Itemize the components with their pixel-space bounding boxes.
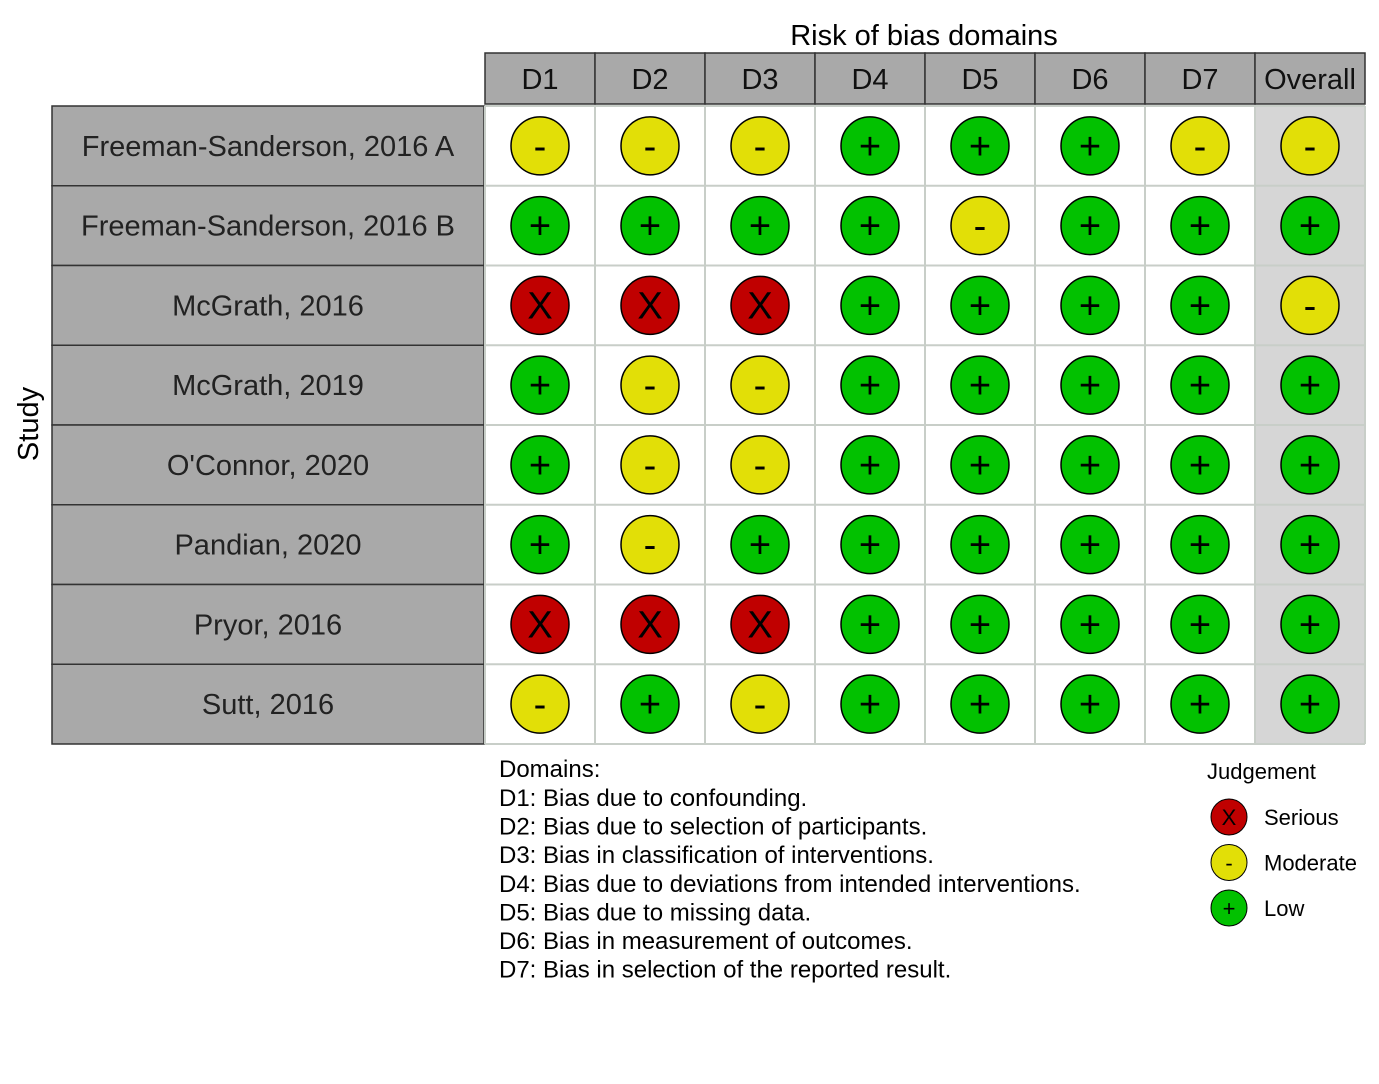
judgement-symbol: - — [643, 125, 657, 168]
judgement-freeman-sanderson-2016-b-d7 — [1171, 197, 1229, 255]
judgement-symbol: + — [1078, 524, 1102, 567]
judgement-sutt-2016-d6 — [1061, 675, 1119, 733]
judgement-symbol: + — [1298, 524, 1322, 567]
column-header-label-d6: D6 — [1071, 64, 1109, 96]
judgement-symbol: - — [643, 524, 657, 567]
judgement-pryor-2016-d3 — [731, 595, 789, 653]
judgement-o-connor-2020-d6 — [1061, 436, 1119, 494]
judgement-freeman-sanderson-2016-b-overall — [1281, 197, 1339, 255]
domain-definition-6: D6: Bias in measurement of outcomes. — [499, 928, 913, 955]
column-header-label-overall: Overall — [1264, 64, 1356, 96]
judgement-freeman-sanderson-2016-a-d7 — [1171, 117, 1229, 175]
judgement-sutt-2016-overall — [1281, 675, 1339, 733]
judgement-o-connor-2020-d5 — [951, 436, 1009, 494]
judgement-symbol: + — [748, 205, 772, 248]
domain-definition-5: D5: Bias due to missing data. — [499, 899, 812, 927]
judgement-symbol: + — [1078, 205, 1102, 248]
judgement-sutt-2016-d2 — [621, 675, 679, 733]
judgement-mcgrath-2016-overall — [1281, 276, 1339, 334]
judgement-symbol: + — [968, 444, 992, 487]
judgement-symbol: + — [858, 604, 882, 647]
judgement-symbol: - — [533, 684, 547, 727]
judgement-sutt-2016-d7 — [1171, 675, 1229, 733]
judgement-pandian-2020-d4 — [841, 516, 899, 574]
judgement-symbol: + — [1188, 205, 1212, 248]
judgement-symbol: X — [527, 604, 553, 647]
judgement-symbol: + — [858, 684, 882, 727]
judgement-pandian-2020-d7 — [1171, 516, 1229, 574]
judgement-pandian-2020-d6 — [1061, 516, 1119, 574]
study-label-3: McGrath, 2016 — [172, 290, 364, 323]
legend-symbol-moderate: - — [1225, 850, 1233, 876]
study-label-4: McGrath, 2019 — [172, 370, 364, 403]
column-header-label-d4: D4 — [851, 64, 889, 96]
judgement-symbol: - — [643, 444, 657, 487]
judgement-mcgrath-2019-d5 — [951, 356, 1009, 414]
domain-definition-7: D7: Bias in selection of the reported result. — [499, 956, 952, 984]
judgement-sutt-2016-d5 — [951, 675, 1009, 733]
judgement-symbol: + — [1298, 205, 1322, 248]
legend-title: Judgement — [1207, 759, 1316, 784]
judgement-symbol: + — [858, 524, 882, 567]
study-label-2: Freeman-Sanderson, 2016 B — [81, 210, 455, 243]
judgement-o-connor-2020-d3 — [731, 436, 789, 494]
judgement-symbol: + — [968, 524, 992, 567]
judgement-freeman-sanderson-2016-b-d4 — [841, 197, 899, 255]
judgement-freeman-sanderson-2016-b-d5 — [951, 197, 1009, 255]
judgement-mcgrath-2019-d7 — [1171, 356, 1229, 414]
judgement-o-connor-2020-d1 — [511, 436, 569, 494]
judgement-symbol: + — [638, 684, 662, 727]
judgement-symbol: + — [1298, 444, 1322, 487]
judgement-mcgrath-2016-d5 — [951, 276, 1009, 334]
judgement-sutt-2016-d4 — [841, 675, 899, 733]
study-labels — [52, 106, 484, 744]
judgement-symbol: + — [858, 205, 882, 248]
judgement-symbol: + — [1078, 604, 1102, 647]
judgement-symbol: + — [1078, 125, 1102, 168]
judgement-symbol: X — [637, 604, 663, 647]
judgement-o-connor-2020-overall — [1281, 436, 1339, 494]
judgement-symbol: - — [643, 365, 657, 408]
judgement-pandian-2020-d2 — [621, 516, 679, 574]
judgement-pandian-2020-d3 — [731, 516, 789, 574]
y-axis-label: Study — [13, 386, 45, 462]
domain-definition-2: D2: Bias due to selection of participants. — [499, 813, 928, 841]
judgement-symbol: - — [753, 684, 767, 727]
judgement-sutt-2016-d3 — [731, 675, 789, 733]
column-header-label-d7: D7 — [1181, 64, 1219, 96]
judgement-symbol: + — [1188, 524, 1212, 567]
judgement-mcgrath-2019-d6 — [1061, 356, 1119, 414]
judgement-symbol: - — [533, 125, 547, 168]
judgement-pryor-2016-d4 — [841, 595, 899, 653]
judgement-pryor-2016-d1 — [511, 595, 569, 653]
judgement-symbol: + — [858, 444, 882, 487]
judgement-symbol: + — [1298, 365, 1322, 408]
column-headers — [485, 53, 1365, 104]
domain-definition-3: D3: Bias in classification of interventions. — [499, 842, 934, 870]
judgement-symbol: + — [968, 365, 992, 408]
judgement-symbol: + — [1188, 684, 1212, 727]
judgement-freeman-sanderson-2016-b-d2 — [621, 197, 679, 255]
domain-definition-1: D1: Bias due to confounding. — [499, 785, 808, 812]
domain-definition-4: D4: Bias due to deviations from intended interventions. — [499, 870, 1081, 898]
judgement-symbol: - — [1303, 285, 1317, 328]
judgement-mcgrath-2019-d4 — [841, 356, 899, 414]
column-header-label-d3: D3 — [741, 64, 779, 96]
judgement-freeman-sanderson-2016-a-d1 — [511, 117, 569, 175]
judgement-o-connor-2020-d7 — [1171, 436, 1229, 494]
judgement-symbol: + — [1188, 365, 1212, 408]
judgement-symbol: + — [968, 604, 992, 647]
judgement-freeman-sanderson-2016-b-d3 — [731, 197, 789, 255]
judgement-freeman-sanderson-2016-b-d1 — [511, 197, 569, 255]
judgement-sutt-2016-d1 — [511, 675, 569, 733]
judgement-symbol: X — [527, 285, 553, 328]
legend-label-serious: Serious — [1264, 805, 1339, 830]
judgement-pryor-2016-d6 — [1061, 595, 1119, 653]
judgement-symbol: X — [747, 285, 773, 328]
judgement-pryor-2016-d2 — [621, 595, 679, 653]
judgement-freeman-sanderson-2016-a-d3 — [731, 117, 789, 175]
judgement-pryor-2016-d5 — [951, 595, 1009, 653]
judgement-mcgrath-2016-d2 — [621, 276, 679, 334]
column-header-label-d1: D1 — [521, 64, 559, 96]
judgement-symbol: + — [1298, 684, 1322, 727]
judgement-symbol: - — [1303, 125, 1317, 168]
judgement-symbol: + — [858, 285, 882, 328]
judgement-symbol: - — [1193, 125, 1207, 168]
study-label-1: Freeman-Sanderson, 2016 A — [81, 130, 455, 163]
judgement-symbol: + — [1078, 684, 1102, 727]
judgement-symbol: + — [1188, 604, 1212, 647]
judgement-symbol: X — [747, 604, 773, 647]
judgement-o-connor-2020-d2 — [621, 436, 679, 494]
judgement-symbol: + — [528, 365, 552, 408]
judgement-pandian-2020-d1 — [511, 516, 569, 574]
judgement-mcgrath-2016-d4 — [841, 276, 899, 334]
judgement-mcgrath-2019-overall — [1281, 356, 1339, 414]
judgement-mcgrath-2019-d2 — [621, 356, 679, 414]
judgement-symbol: + — [858, 125, 882, 168]
judgement-symbol: + — [528, 444, 552, 487]
legend-symbol-low: + — [1222, 896, 1236, 921]
study-label-8: Sutt, 2016 — [201, 689, 335, 722]
judgement-symbol: + — [968, 285, 992, 328]
judgement-freeman-sanderson-2016-a-d2 — [621, 117, 679, 175]
column-header-label-d5: D5 — [961, 64, 999, 96]
judgement-symbol: - — [753, 365, 767, 408]
judgement-symbol: + — [1298, 604, 1322, 647]
judgement-symbol: - — [973, 205, 987, 248]
judgement-symbol: + — [528, 524, 552, 567]
judgement-symbol: + — [968, 684, 992, 727]
chart-title: Risk of bias domains — [790, 20, 1058, 52]
judgement-mcgrath-2016-d6 — [1061, 276, 1119, 334]
legend — [1207, 759, 1357, 926]
judgement-freeman-sanderson-2016-a-d6 — [1061, 117, 1119, 175]
judgement-pandian-2020-d5 — [951, 516, 1009, 574]
judgement-pandian-2020-overall — [1281, 516, 1339, 574]
judgement-pryor-2016-d7 — [1171, 595, 1229, 653]
judgement-grid — [485, 106, 1365, 744]
judgement-symbol: + — [638, 205, 662, 248]
judgement-freeman-sanderson-2016-a-d4 — [841, 117, 899, 175]
domains-caption — [499, 756, 1081, 984]
judgement-symbol: + — [968, 125, 992, 168]
legend-label-moderate: Moderate — [1264, 850, 1357, 876]
judgement-o-connor-2020-d4 — [841, 436, 899, 494]
judgement-mcgrath-2019-d1 — [511, 356, 569, 414]
judgement-freeman-sanderson-2016-a-d5 — [951, 117, 1009, 175]
study-label-7: Pryor, 2016 — [193, 609, 343, 642]
judgement-mcgrath-2016-d3 — [731, 276, 789, 334]
domains-caption-heading: Domains: — [499, 756, 601, 783]
judgement-freeman-sanderson-2016-a-overall — [1281, 117, 1339, 175]
judgement-pryor-2016-overall — [1281, 595, 1339, 653]
judgement-symbol: + — [858, 365, 882, 408]
judgement-symbol: X — [637, 285, 663, 328]
judgement-symbol: + — [528, 205, 552, 248]
judgement-mcgrath-2019-d3 — [731, 356, 789, 414]
study-label-6: Pandian, 2020 — [174, 529, 362, 562]
legend-symbol-serious: X — [1221, 805, 1237, 830]
judgement-symbol: + — [1078, 285, 1102, 328]
judgement-symbol: + — [1188, 285, 1212, 328]
column-header-label-d2: D2 — [631, 64, 669, 96]
judgement-symbol: + — [1078, 365, 1102, 408]
judgement-freeman-sanderson-2016-b-d6 — [1061, 197, 1119, 255]
judgement-symbol: + — [1188, 444, 1212, 487]
judgement-mcgrath-2016-d7 — [1171, 276, 1229, 334]
judgement-symbol: + — [1078, 444, 1102, 487]
legend-label-low: Low — [1264, 896, 1305, 921]
judgement-mcgrath-2016-d1 — [511, 276, 569, 334]
judgement-symbol: - — [753, 444, 767, 487]
study-label-5: O'Connor, 2020 — [166, 449, 370, 482]
judgement-symbol: + — [748, 524, 772, 567]
judgement-symbol: - — [753, 125, 767, 168]
